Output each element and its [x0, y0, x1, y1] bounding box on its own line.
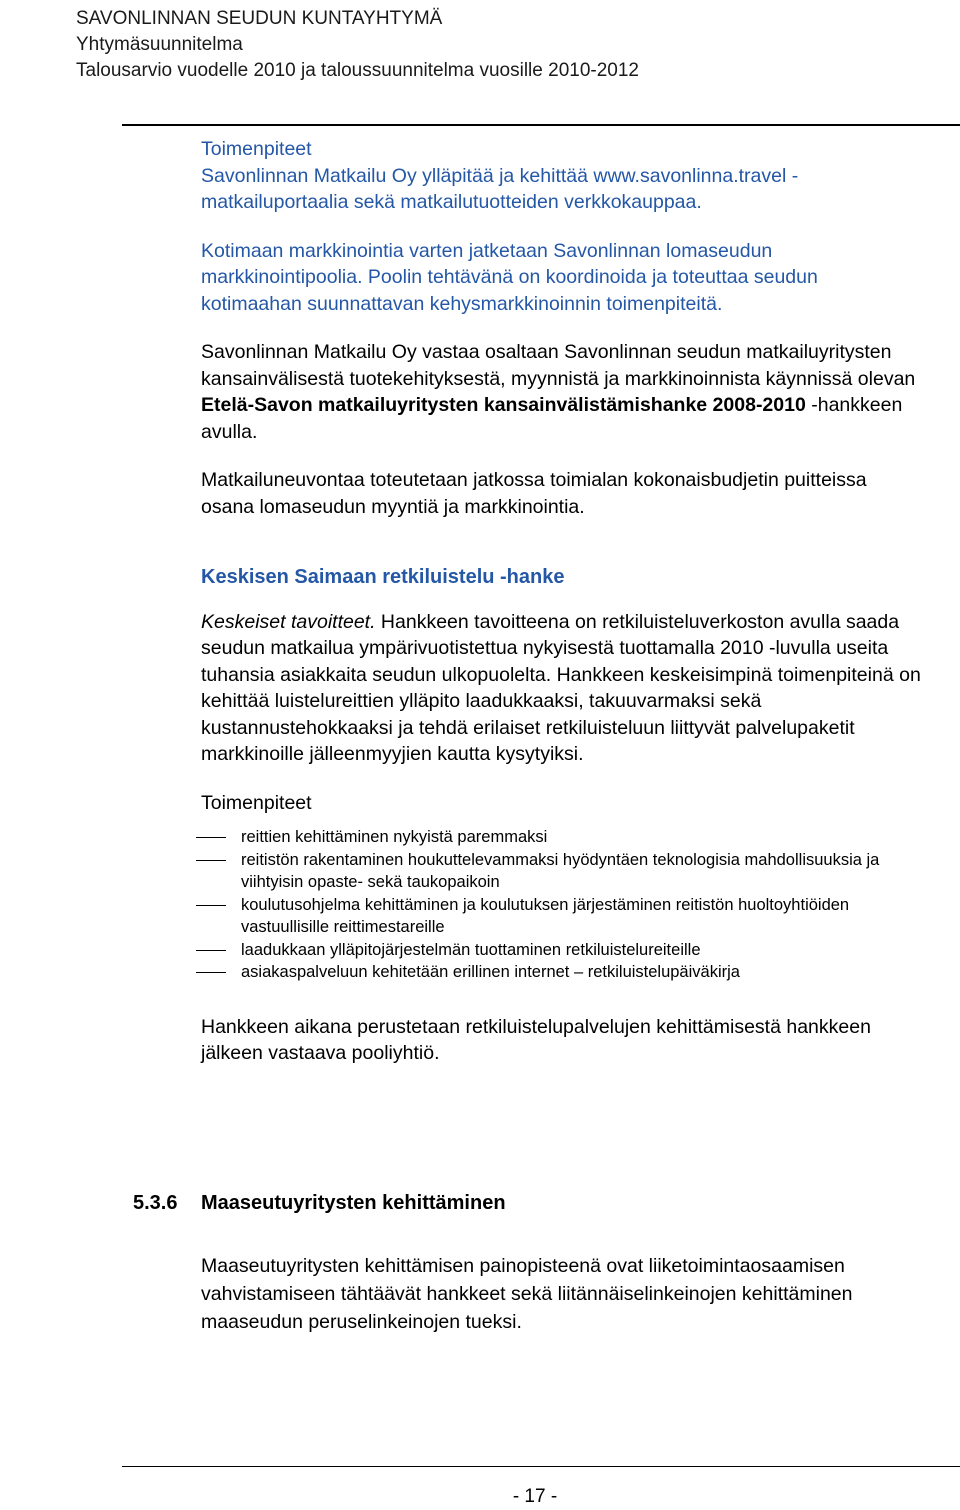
- toimenpiteet-text-1: Savonlinnan Matkailu Oy ylläpitää ja kehittää www.savonlinna.travel -matkailuportaalia sekä matkailutuotteiden verkkokauppaa.: [201, 164, 799, 213]
- header-divider: [122, 124, 960, 126]
- toimenpiteet-heading-2: Toimenpiteet: [201, 791, 312, 814]
- hanke-title: Keskisen Saimaan retkiluistelu -hanke: [201, 566, 565, 588]
- section-number: 5.3.6: [133, 1192, 178, 1214]
- matkailu-paragraph: [201, 339, 923, 445]
- matkailu-project-name: Etelä-Savon matkailuyritysten kansainvälistämishanke 2008-2010: [201, 394, 806, 416]
- toimenpiteet-heading-1: Toimenpiteet: [201, 138, 312, 160]
- list-item: reittien kehittäminen nykyistä paremmaksi: [201, 826, 923, 849]
- kotimaa-paragraph: [201, 238, 923, 318]
- hanke-text: Hankkeen tavoitteena on retkiluisteluverkoston avulla saada seudun matkailua ympärivuotistettua nykyisestä tuottamalla 2010 -luvulla useita tuhansia asiakkaita seudun ulkopuolelta. Hankkeen keskeisimpinä toimenpiteinä on kehittää luistelureittien ylläpito laadukkaaksi, takuuvarmaksi sekä kustannustehokkaaksi ja tehdä erilaiset retkiluisteluun liittyvät palvelupaketit markkinoille jälleenmyyjien kautta kysytyiksi.: [201, 610, 921, 765]
- list-item: koulutusohjelma kehittäminen ja koulutuksen järjestäminen reitistön huoltoyhtiöiden vastuullisille reittimestareille: [201, 894, 923, 939]
- page-header: [76, 6, 639, 84]
- list-item: asiakaspalveluun kehitetään erillinen internet – retkiluistelupäiväkirja: [201, 961, 923, 984]
- hanke-label: Keskeiset tavoitteet.: [201, 610, 376, 633]
- header-doc-title: Talousarvio vuodelle 2010 ja taloussuunnitelma vuosille 2010-2012: [76, 60, 639, 81]
- toimenpiteet-list: [201, 826, 923, 984]
- section-title: Maaseutuyritysten kehittäminen: [201, 1192, 506, 1214]
- neuvonta-paragraph: Matkailuneuvontaa toteutetaan jatkossa toimialan kokonaisbudjetin puitteissa osana lomaseudun myyntiä ja markkinointia.: [201, 469, 867, 518]
- dash-bullet-icon: [196, 837, 226, 838]
- page-number: - 17 -: [512, 1486, 558, 1507]
- list-item: laadukkaan ylläpitojärjestelmän tuottaminen retkiluistelureiteille: [201, 939, 923, 962]
- dash-bullet-icon: [196, 950, 226, 951]
- closing-paragraph: Hankkeen aikana perustetaan retkiluistelupalvelujen kehittämisestä hankkeen jälkeen vastaava pooliyhtiö.: [201, 1015, 871, 1064]
- list-item: reitistön rakentaminen houkuttelevammaksi hyödyntäen teknologisia mahdollisuuksia ja viihtyisin opaste- sekä taukopaikoin: [201, 849, 923, 894]
- dash-bullet-icon: [196, 860, 226, 861]
- matkailu-text-2: -hankkeen avulla.: [201, 394, 903, 443]
- hanke-paragraph: [201, 609, 923, 768]
- section-paragraph: Maaseutuyritysten kehittämisen painopisteenä ovat liiketoimintaosaamisen vahvistamiseen tähtäävät hankkeet sekä liitännäiselinkeinojen kehittäminen maaseudun peruselinkeinojen tueksi.: [201, 1255, 853, 1333]
- matkailu-text-1: Savonlinnan Matkailu Oy vastaa osaltaan Savonlinnan seudun matkailuyritysten kansainvälisestä tuotekehityksestä, myynnistä ja markkinoinnista käynnissä olevan: [201, 341, 916, 390]
- dash-bullet-icon: [196, 972, 226, 973]
- header-unit: Yhtymäsuunnitelma: [76, 34, 243, 55]
- document-body: [201, 136, 923, 1067]
- header-org: SAVONLINNAN SEUDUN KUNTAYHTYMÄ: [76, 8, 443, 29]
- dash-bullet-icon: [196, 905, 226, 906]
- kotimaa-text: Kotimaan markkinointia varten jatketaan Savonlinnan lomaseudun markkinointipoolia. Poolin tehtävänä on koordinoida ja toteuttaa seudun kotimaahan suunnattavan kehysmarkkinoinnin toimenpiteitä.: [201, 239, 818, 315]
- section-heading: [133, 1192, 506, 1215]
- footer-divider: [122, 1466, 960, 1467]
